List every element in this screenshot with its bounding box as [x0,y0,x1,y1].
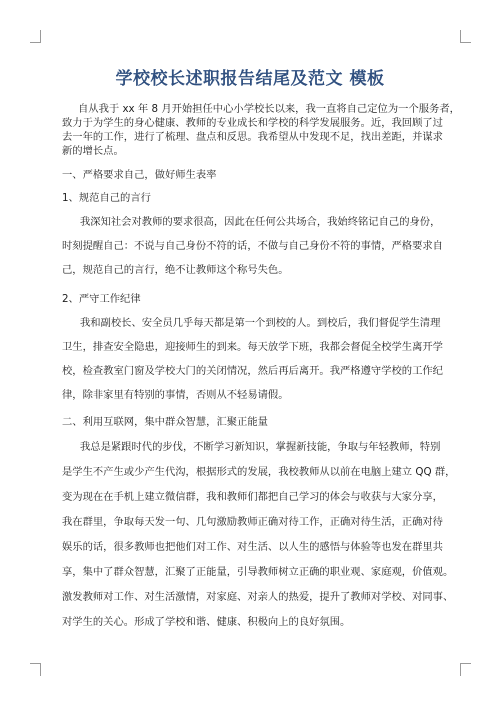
section-2-heading: 二、利用互联网，集中群众智慧，汇聚正能量 [62,416,268,428]
section-1-2-line-3: 校，检查教室门窗及学校大门的关闭情况，然后再后离开。我严格遵守学校的工作纪 [62,365,443,377]
section-1-2-line-1: 我和副校长、安全员几乎每天都是第一个到校的人。到校后，我们督促学生清理 [80,317,441,329]
section-2-line-3: 变为现在在手机上建立微信群，我和教师们都把自己学习的体会与收获与大家分享， [62,491,443,503]
intro-line-1: 自从我于 xx 年 8 月开始担任中心小学校长以来，我一直将自己定位为一个服务者， [78,103,460,115]
section-2-line-2: 是学生不产生或少产生代沟，根据形式的发展，我校教师从以前在电脑上建立 QQ 群， [62,466,456,478]
section-2-line-8: 对学生的关心。形成了学校和谐、健康、积极向上的良好氛围。 [62,616,351,628]
intro-line-3: 去一年的工作，进行了梳理、盘点和反思。我希望从中发现不足，找出差距，并谋求 [62,131,443,143]
section-1-1-heading: 1、规范自己的言行 [62,192,151,204]
crop-mark-top-right [460,30,471,43]
crop-mark-top-left [30,30,41,43]
crop-mark-bottom-left [30,663,41,676]
section-2-line-1: 我总是紧跟时代的步伐，不断学习新知识，掌握新技能，争取与年轻教师，特别 [80,441,441,453]
section-1-2-line-4: 律，除非家里有特别的事情，否则从不轻易请假。 [62,389,289,401]
section-1-heading: 一、严格要求自己，做好师生表率 [62,169,217,181]
document-title: 学校校长述职报告结尾及范文 模板 [115,69,385,89]
section-2-line-6: 享，集中了群众智慧，汇聚了正能量，引导教师树立正确的职业观、家庭观，价值观。 [62,566,454,578]
section-1-1-line-1: 我深知社会对教师的要求很高，因此在任何公共场合，我始终铭记自己的身份， [80,216,441,228]
section-2-line-4: 我在群里，争取每天发一句、几句激励教师正确对待工作，正确对待生活，正确对待 [62,516,443,528]
intro-line-2: 致力于为学生的身心健康、教师的专业成长和学校的科学发展服务。近，我回顾了过 [62,117,443,129]
section-1-1-line-3: 己，规范自己的言行，绝不让教师这个称号失色。 [62,264,289,276]
section-1-2-line-2: 卫生，排查安全隐患，迎接师生的到来。每天放学下班，我都会督促全校学生离开学 [62,341,443,353]
section-1-1-line-2: 时刻提醒自己：不说与自己身份不符的话，不做与自己身份不符的事情，严格要求自 [62,240,443,252]
crop-mark-bottom-right [460,663,471,676]
section-2-line-7: 激发教师对工作、对生活激情，对家庭、对亲人的热爱，提升了教师对学校、对同事、 [62,591,454,603]
section-1-2-heading: 2、严守工作纪律 [62,293,141,305]
intro-line-4: 新的增长点。 [62,145,124,157]
section-2-line-5: 娱乐的话，很多教师也把他们对工作、对生活、以人生的感悟与体验等也发在群里共 [62,541,443,553]
